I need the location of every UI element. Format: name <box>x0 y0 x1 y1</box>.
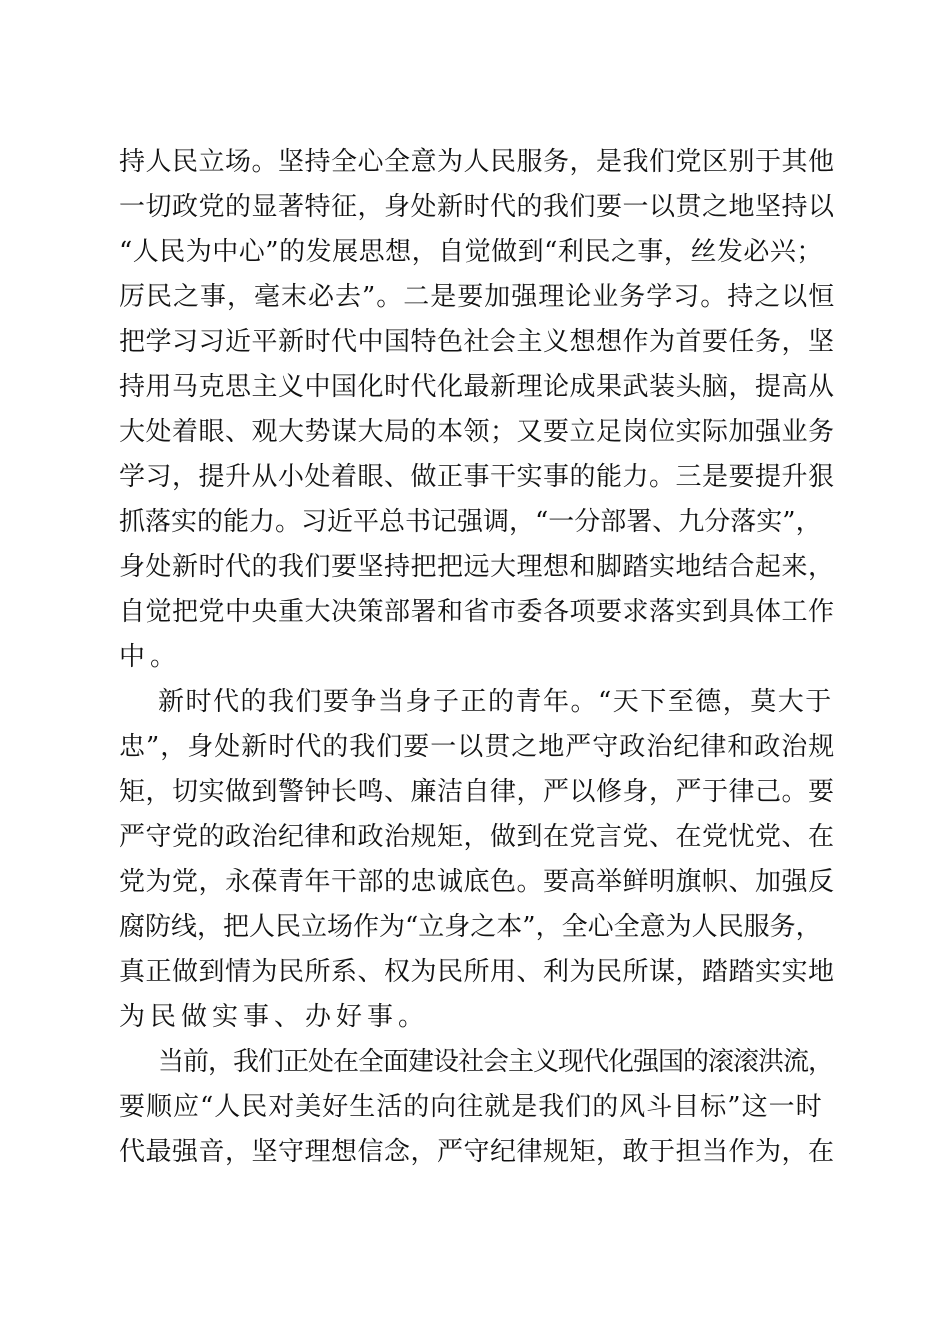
text-line: 把学习习近平新时代中国特色社会主义想想作为首要任务，坚 <box>119 327 835 357</box>
text-line: 要顺应“人民对美好生活的向往就是我们的风斗目标”这一时 <box>119 1092 823 1122</box>
text-line: 厉民之事，毫末必去”。二是要加强理论业务学习。持之以恒 <box>119 282 836 312</box>
paragraph-start-line: 新时代的我们要争当身子正的青年。“天下至德，莫大于 <box>158 687 833 717</box>
text-line: 忠”，身处新时代的我们要一以贯之地严守政治纪律和政治规 <box>119 732 836 762</box>
text-line: 中。 <box>119 642 182 672</box>
text-line: 矩，切实做到警钟长鸣、廉洁自律，严以修身，严于律己。要 <box>119 777 835 807</box>
text-line: 真正做到情为民所系、权为民所用、利为民所谋，踏踏实实地 <box>119 957 835 987</box>
text-line: 身处新时代的我们要坚持把把远大理想和脚踏实地结合起来， <box>119 552 835 582</box>
text-line: 持用马克思主义中国化时代化最新理论成果武装头脑，提高从 <box>119 372 835 402</box>
text-line: 一切政党的显著特征，身处新时代的我们要一以贯之地坚持以 <box>119 192 835 222</box>
text-line: 腐防线，把人民立场作为“立身之本”，全心全意为人民服务， <box>119 912 822 942</box>
text-line: 代最强音，坚守理想信念，严守纪律规矩，敢于担当作为，在 <box>119 1137 835 1167</box>
text-line: 大处着眼、观大势谋大局的本领；又要立足岗位实际加强业务 <box>119 417 835 447</box>
paragraph-start-line: 当前，我们正处在全面建设社会主义现代化强国的滚滚洪流， <box>158 1047 834 1077</box>
text-line: 党为党，永葆青年干部的忠诚底色。要高举鲜明旗帜、加强反 <box>119 867 835 897</box>
text-line: 严守党的政治纪律和政治规矩，做到在党言党、在党忧党、在 <box>119 822 835 852</box>
text-line: 学习，提升从小处着眼、做正事干实事的能力。三是要提升狠 <box>119 462 835 492</box>
text-line: 自觉把党中央重大决策部署和省市委各项要求落实到具体工作 <box>119 597 835 627</box>
text-line: 为民做实事、办好事。 <box>119 1002 430 1032</box>
text-line: 抓落实的能力。习近平总书记强调，“一分部署、九分落实”， <box>119 507 822 537</box>
text-line: “人民为中心”的发展思想，自觉做到“利民之事，丝发必兴； <box>119 237 823 267</box>
text-line: 持人民立场。坚持全心全意为人民服务，是我们党区别于其他 <box>119 147 835 177</box>
